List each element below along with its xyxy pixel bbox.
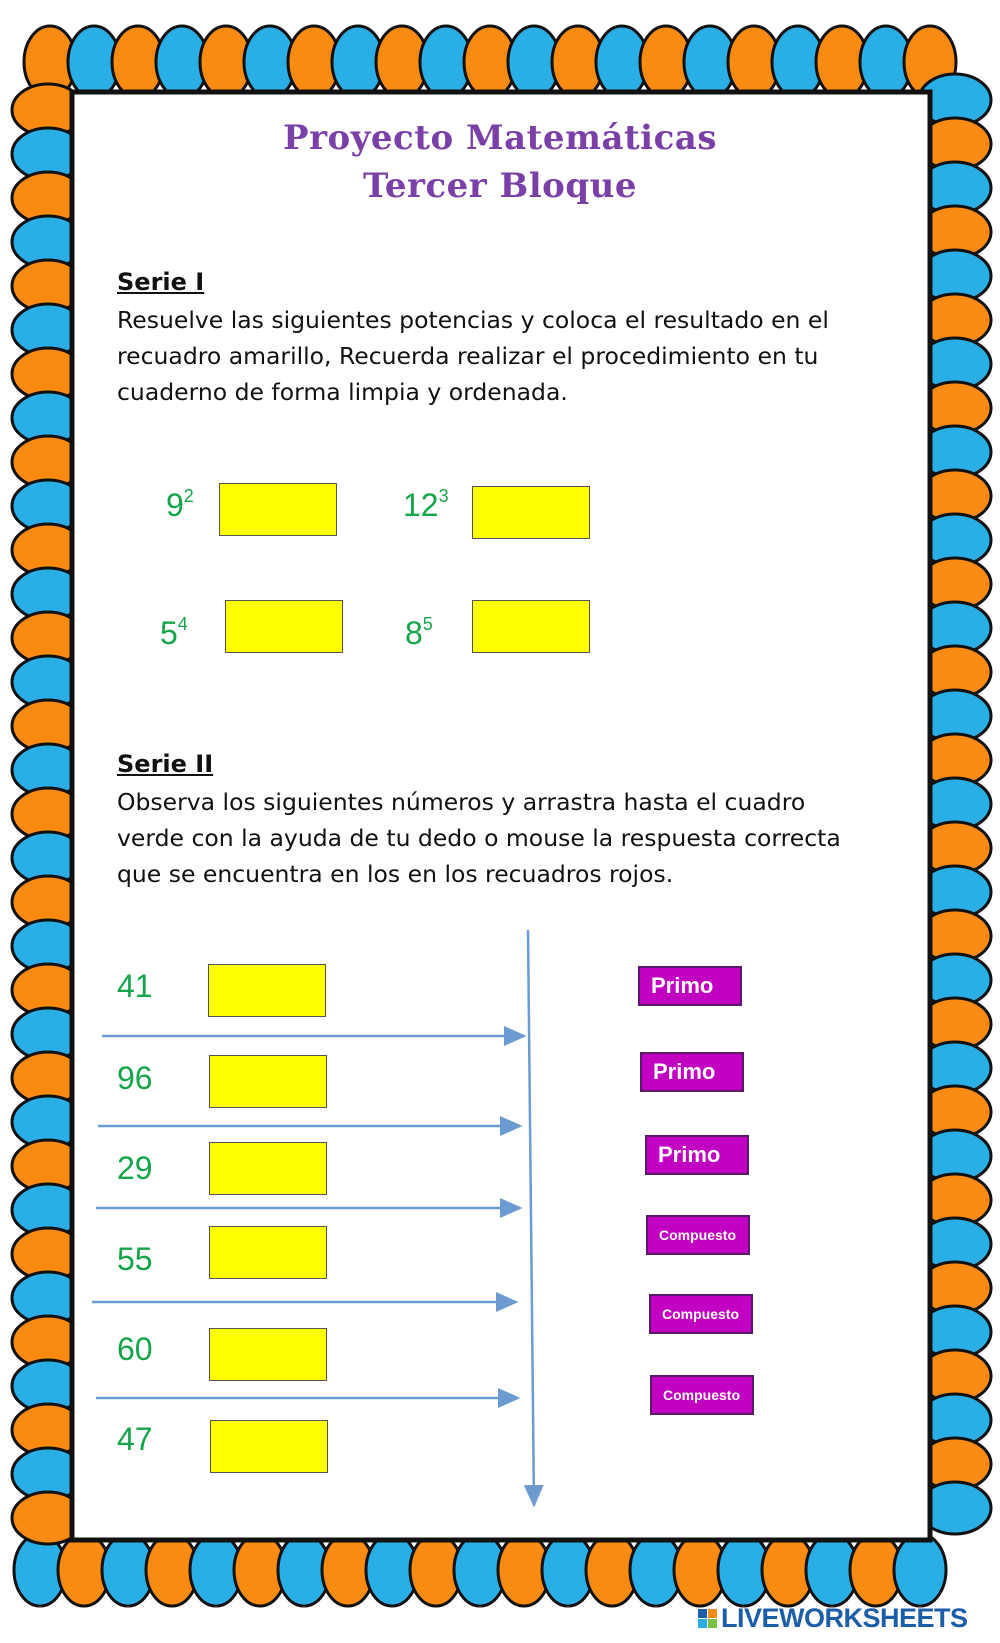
answer-box-number-6[interactable] bbox=[210, 1420, 328, 1473]
answer-box-number-3[interactable] bbox=[209, 1142, 327, 1195]
serie-1-instructions bbox=[117, 302, 877, 410]
power-expression-4 bbox=[405, 614, 433, 652]
answer-box-number-5[interactable] bbox=[209, 1328, 327, 1381]
page-title-line1: Proyecto Matemáticas bbox=[283, 118, 717, 158]
number-label: 55 bbox=[117, 1241, 153, 1277]
brand-logo-icon bbox=[698, 1609, 717, 1628]
number-label: 60 bbox=[117, 1331, 153, 1367]
serie-1-heading: Serie I bbox=[117, 268, 205, 296]
brand-name: LIVEWORKSHEETS bbox=[721, 1603, 968, 1633]
option-chip-primo[interactable]: Primo bbox=[638, 966, 742, 1006]
power-exponent: 2 bbox=[183, 486, 194, 506]
serie-1-instruction-line: Resuelve las siguientes potencias y coloca el resultado en el bbox=[117, 306, 829, 334]
answer-box-number-2[interactable] bbox=[209, 1055, 327, 1108]
serie-1-instruction-line: recuadro amarillo, Recuerda realizar el procedimiento en tu bbox=[117, 342, 819, 370]
option-chip-compuesto[interactable]: Compuesto bbox=[649, 1294, 753, 1334]
power-exponent: 4 bbox=[177, 614, 188, 634]
option-chip-primo[interactable]: Primo bbox=[645, 1135, 749, 1175]
power-base: 8 bbox=[405, 615, 423, 651]
answer-box-power-3[interactable] bbox=[225, 600, 343, 653]
number-label: 47 bbox=[117, 1421, 153, 1457]
frame-scallop bbox=[894, 1534, 946, 1606]
number-label: 29 bbox=[117, 1150, 153, 1186]
number-label: 96 bbox=[117, 1060, 153, 1096]
serie-2-heading: Serie II bbox=[117, 750, 214, 778]
serie-2-instruction-line: Observa los siguientes números y arrastra hasta el cuadro bbox=[117, 788, 806, 816]
option-chip-compuesto[interactable]: Compuesto bbox=[650, 1375, 754, 1415]
power-base: 12 bbox=[403, 487, 439, 523]
answer-box-power-2[interactable] bbox=[472, 486, 590, 539]
serie-2-instructions bbox=[117, 784, 907, 892]
power-expression-3 bbox=[160, 614, 188, 652]
power-expression-2 bbox=[403, 486, 449, 524]
serie-1-instruction-line: cuaderno de forma limpia y ordenada. bbox=[117, 378, 568, 406]
number-label: 41 bbox=[117, 968, 153, 1004]
power-exponent: 5 bbox=[422, 614, 433, 634]
power-base: 9 bbox=[166, 487, 184, 523]
power-base: 5 bbox=[160, 615, 178, 651]
serie-2-instruction-line: que se encuentra en los en los recuadros rojos. bbox=[117, 860, 674, 888]
serie-2-instruction-line: verde con la ayuda de tu dedo o mouse la respuesta correcta bbox=[117, 824, 841, 852]
power-exponent: 3 bbox=[438, 486, 449, 506]
option-chip-compuesto[interactable]: Compuesto bbox=[646, 1215, 750, 1255]
liveworksheets-logo bbox=[698, 1603, 968, 1634]
power-expression-1 bbox=[166, 486, 194, 524]
option-chip-primo[interactable]: Primo bbox=[640, 1052, 744, 1092]
answer-box-number-1[interactable] bbox=[208, 964, 326, 1017]
answer-box-power-4[interactable] bbox=[472, 600, 590, 653]
page-title-line2: Tercer Bloque bbox=[363, 166, 637, 206]
answer-box-number-4[interactable] bbox=[209, 1226, 327, 1279]
answer-box-power-1[interactable] bbox=[219, 483, 337, 536]
